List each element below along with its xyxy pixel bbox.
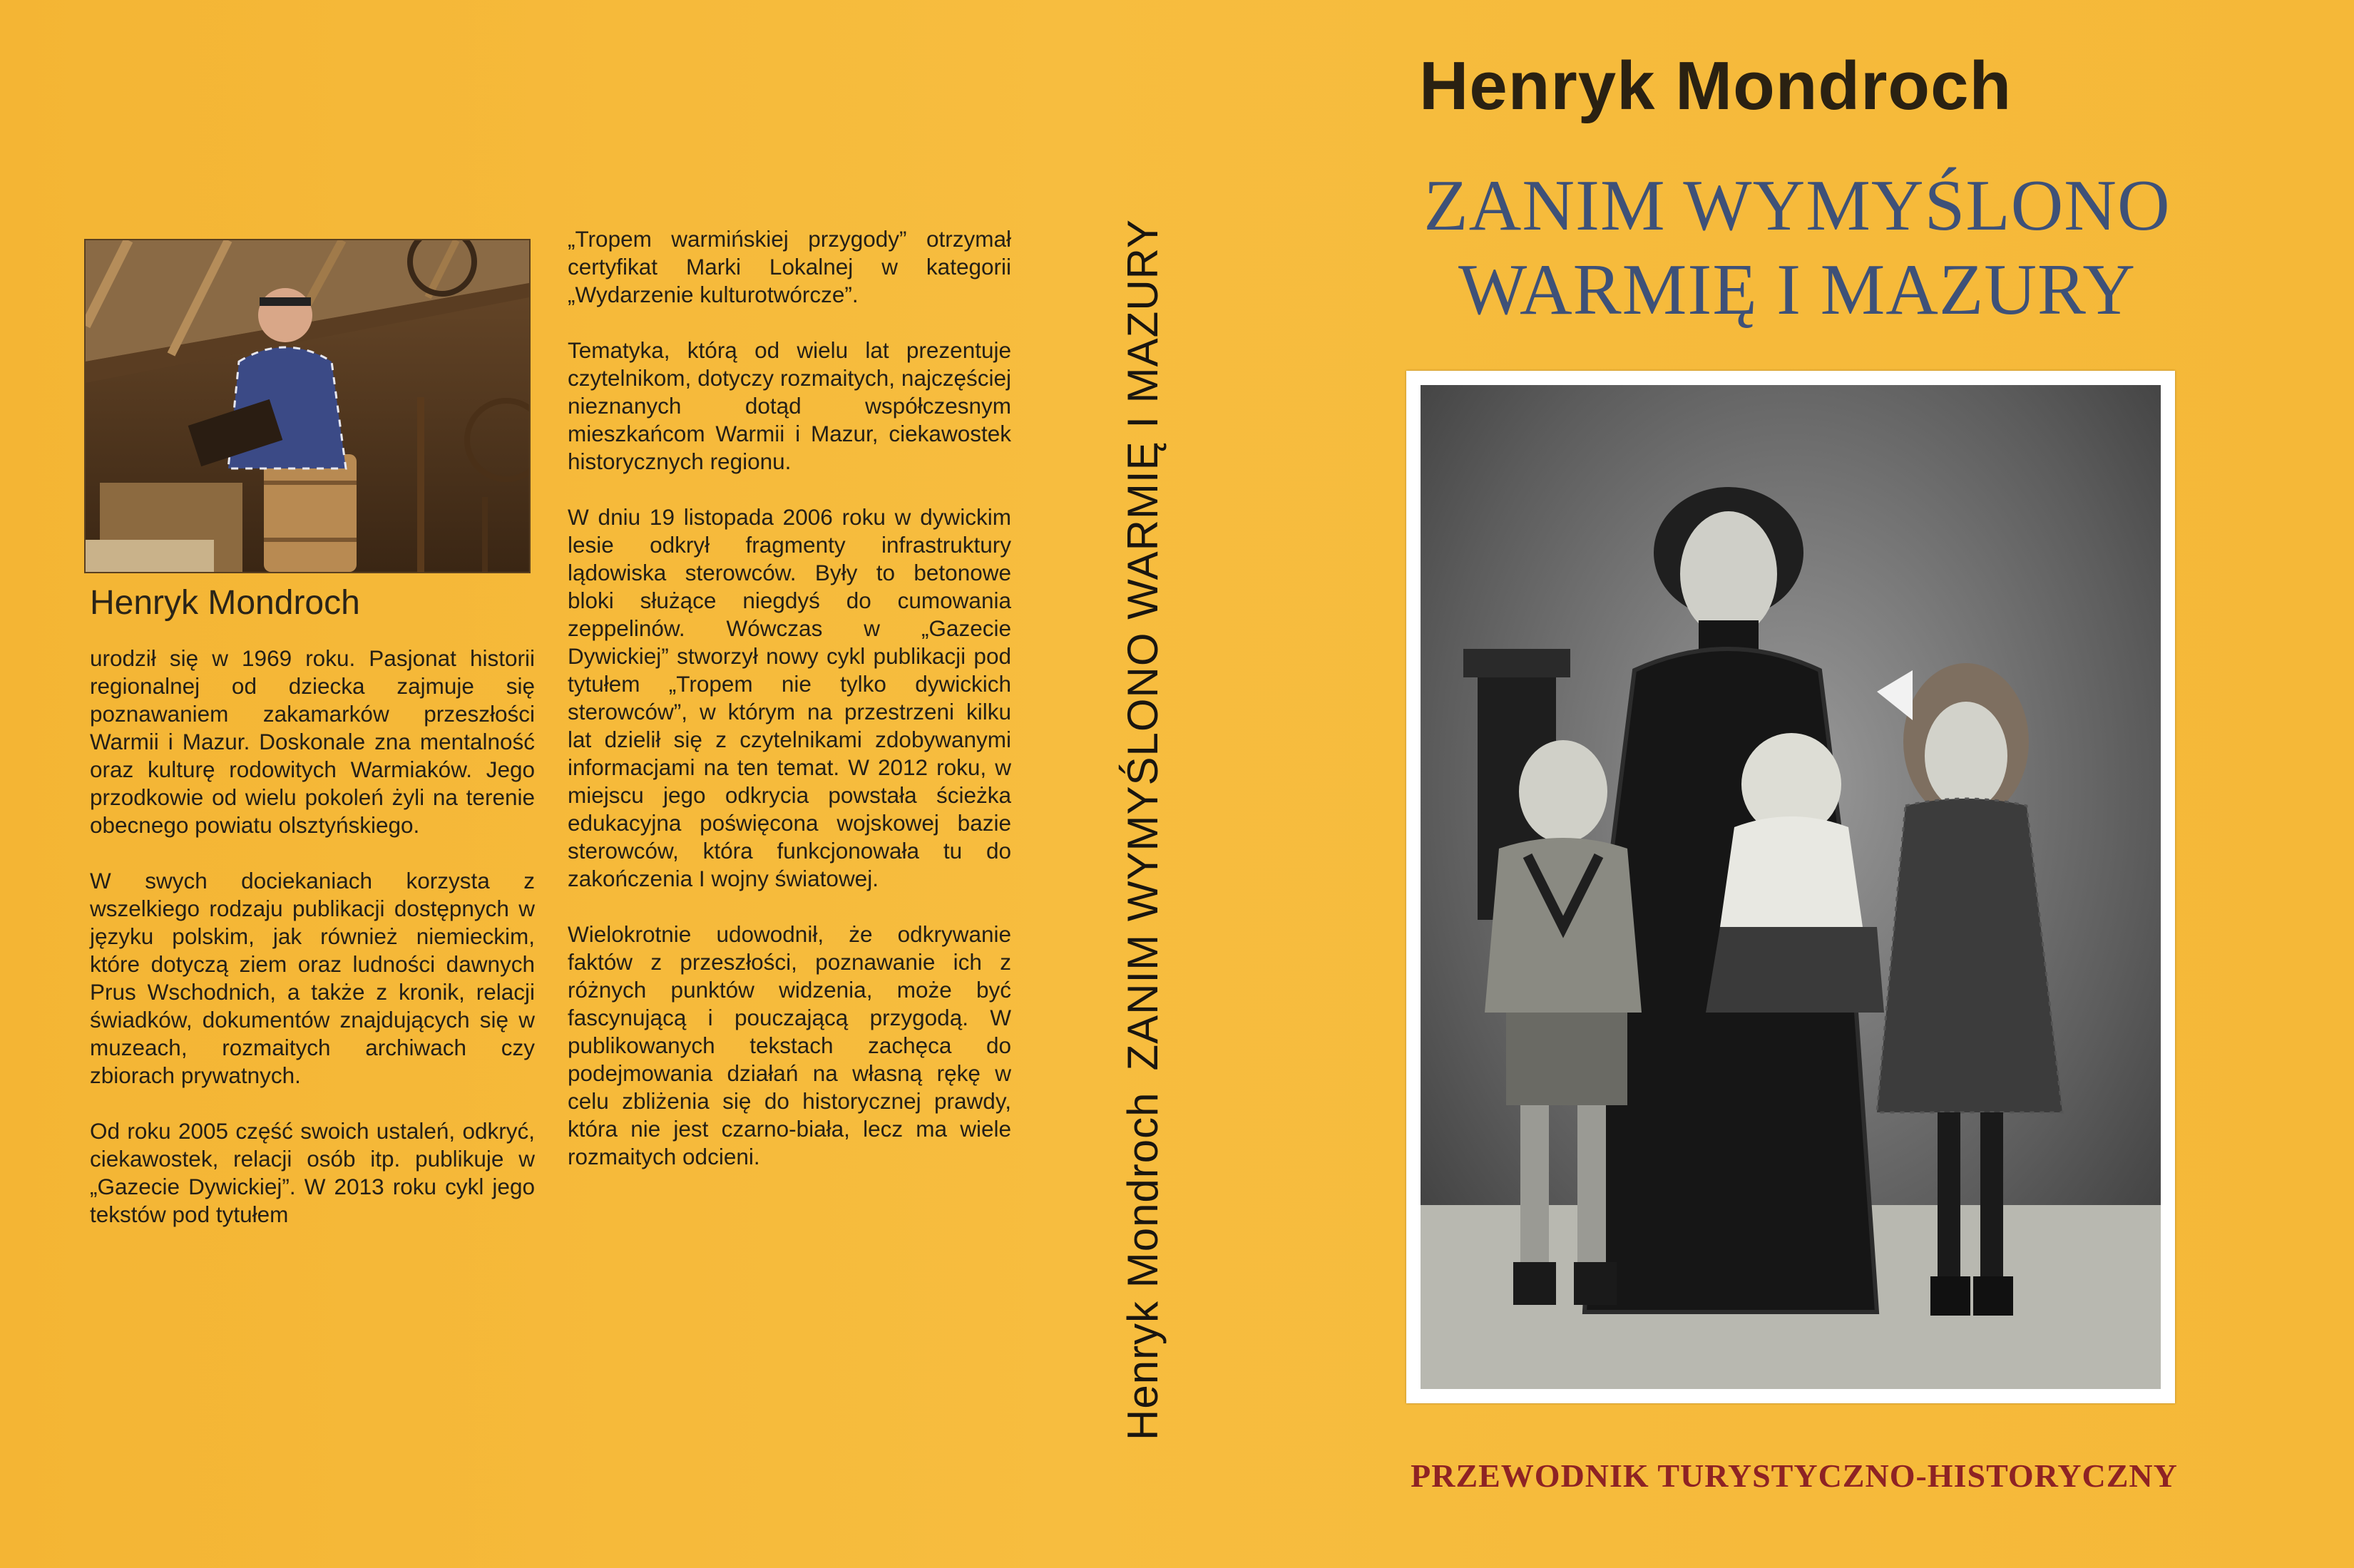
- author-portrait-icon: [86, 240, 529, 572]
- front-title-line: ZANIM WYMYŚLONO: [1423, 165, 2171, 246]
- spine-title: ZANIM WYMYŚLONO WARMIĘ I MAZURY: [1118, 219, 1167, 1071]
- bio-paragraph: „Tropem warmińskiej przygody” otrzymał certyfikat Marki Lokalnej w kategorii „Wydarzenie kulturotwórcze”.: [568, 226, 1011, 307]
- bio-column-left: [90, 645, 535, 1256]
- cover-photo-frame: [1406, 371, 2175, 1403]
- bio-paragraph: Tematyka, którą od wielu lat prezentuje czytelnikom, dotyczy rozmaitych, najczęściej nieznanych dotąd współczesnym mieszkańcom Warmii i Mazur, ciekawostek historycznych regionu.: [568, 337, 1011, 474]
- front-title-line: WARMIĘ I MAZURY: [1458, 250, 2136, 330]
- front-subtitle: PRZEWODNIK TURYSTYCZNO-HISTORYCZNY: [1411, 1457, 2178, 1494]
- bio-paragraph: urodził się w 1969 roku. Pasjonat historii regionalnej od dziecka zajmuje się poznawaniem zakamarków przeszłości Warmii i Mazur. Doskonale zna mentalność oraz kulturę rodowitych Warmiaków. Jego przodkowie od wielu pokoleń żyli na terenie obecnego powiatu olsztyńskiego.: [90, 645, 535, 838]
- bio-paragraph: W dniu 19 listopada 2006 roku w dywickim lesie odkrył fragmenty infrastruktury lądowiska sterowców. Były to betonowe bloki służące niegdyś do cumowania zeppelinów. Wówczas w „Gazecie Dywickiej” stworzył nowy cykl publikacji pod tytułem „Tropem nie tylko dywickich sterowców”, w którym na przestrzeni kilku lat dzielił się z czytelnikami zdobywanymi informacjami na ten temat. W 2012 roku, w miejscu jego odkrycia powstała ścieżka edukacyjna poświęcona wojskowej bazie sterowców, która funkcjonowała tu do zakończenia I wojny światowej.: [568, 504, 1011, 891]
- cover-photo: [1421, 385, 2161, 1389]
- front-author: Henryk Mondroch: [1419, 48, 2012, 124]
- spine-author: Henryk Mondroch: [1118, 1092, 1167, 1440]
- front-title: [1398, 164, 2196, 332]
- author-caption: Henryk Mondroch: [90, 584, 360, 622]
- book-spine: [1085, 86, 1199, 1462]
- author-photo: [84, 239, 531, 573]
- bio-paragraph: W swych dociekaniach korzysta z wszelkiego rodzaju publikacji dostępnych w języku polskim, jak również niemieckim, które dotyczą ziem oraz ludności dawnych Prus Wschodnich, a także z kronik, relacji świadków, dokumentów znajdujących się w muzeach, rozmaitych archiwach czy zbiorach prywatnych.: [90, 868, 535, 1088]
- family-portrait-icon: [1421, 385, 2161, 1389]
- bio-paragraph: Wielokrotnie udowodnił, że odkrywanie faktów z przeszłości, poznawanie ich z różnych punktów widzenia, może być fascynującą i pouczającą przygodą. W publikowanych tekstach zachęca do podejmowania działań na własną rękę w celu zbliżenia się do historycznej prawdy, która nie jest czarno-biała, lecz ma wiele rozmaitych odcieni.: [568, 921, 1011, 1169]
- bio-column-right: [568, 225, 1011, 1199]
- bio-paragraph: Od roku 2005 część swoich ustaleń, odkryć, ciekawostek, relacji osób itp. publikuje w „Gazecie Dywickiej”. W 2013 roku cykl jego tekstów pod tytułem: [90, 1118, 535, 1227]
